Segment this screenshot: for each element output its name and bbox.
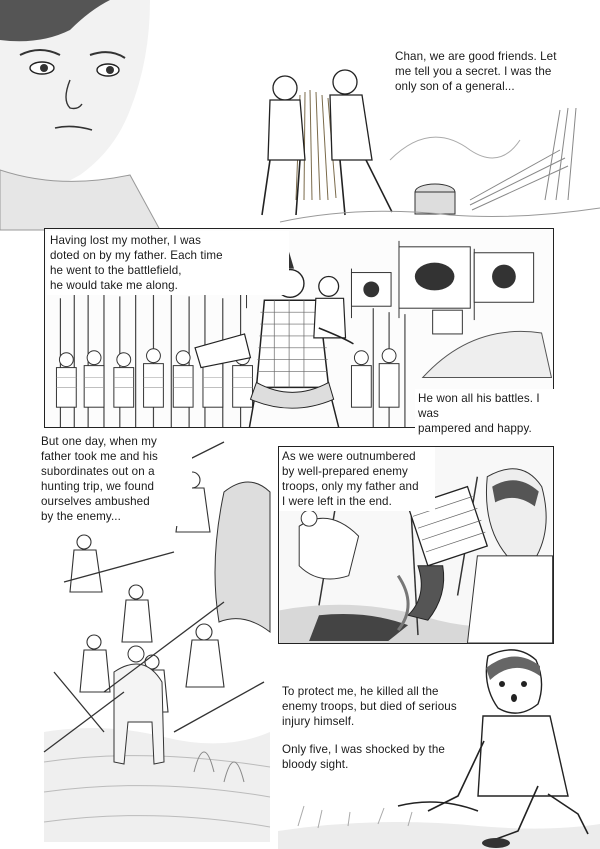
caption-5a-line-2: enemy troops, but died of serious — [282, 700, 457, 713]
caption-1-line-2: me tell you a secret. I was the — [395, 65, 552, 78]
panel-1-illustration — [0, 0, 600, 230]
caption-2b-line-2: pampered and happy. — [418, 422, 532, 435]
caption-4-line-3: troops, only my father and — [282, 480, 419, 493]
caption-5a — [282, 684, 482, 729]
caption-2a-line-4: he would take me along. — [50, 279, 178, 292]
caption-3-line-3: subordinates out on a — [41, 465, 155, 478]
caption-5a-line-1: To protect me, he killed all the — [282, 685, 439, 698]
caption-3-line-2: father took me and his — [41, 450, 158, 463]
caption-1-line-3: only son of a general... — [395, 80, 515, 93]
caption-1 — [395, 49, 600, 94]
caption-5b-line-1: Only five, I was shocked by the — [282, 743, 445, 756]
caption-5a-line-3: injury himself. — [282, 715, 355, 728]
caption-4-line-2: by well-prepared enemy — [282, 465, 408, 478]
caption-2a-line-1: Having lost my mother, I was — [50, 234, 201, 247]
caption-2a-line-3: he went to the battlefield, — [50, 264, 182, 277]
caption-2b-line-1: He won all his battles. I was — [418, 392, 540, 420]
caption-5b-line-2: bloody sight. — [282, 758, 349, 771]
caption-2a-line-2: doted on by my father. Each time — [50, 249, 223, 262]
panel-3-ambush — [41, 432, 270, 842]
panel-4-last-stand — [278, 446, 554, 644]
caption-1-line-1: Chan, we are good friends. Let — [395, 50, 557, 63]
caption-2a — [47, 231, 289, 295]
caption-3-line-4: hunting trip, we found — [41, 480, 155, 493]
caption-4-line-1: As we were outnumbered — [282, 450, 416, 463]
caption-2b — [415, 389, 557, 438]
panel-5-shocked-child — [278, 646, 600, 849]
caption-5b — [282, 742, 482, 772]
caption-3 — [38, 432, 192, 526]
panel-2-general-army — [44, 228, 554, 435]
caption-4 — [279, 447, 435, 511]
panel-1-friends-bundling-sticks — [0, 0, 600, 230]
caption-3-line-1: But one day, when my — [41, 435, 157, 448]
caption-4-line-4: I were left in the end. — [282, 495, 392, 508]
caption-3-line-6: by the enemy... — [41, 510, 121, 523]
caption-3-line-5: ourselves ambushed — [41, 495, 150, 508]
